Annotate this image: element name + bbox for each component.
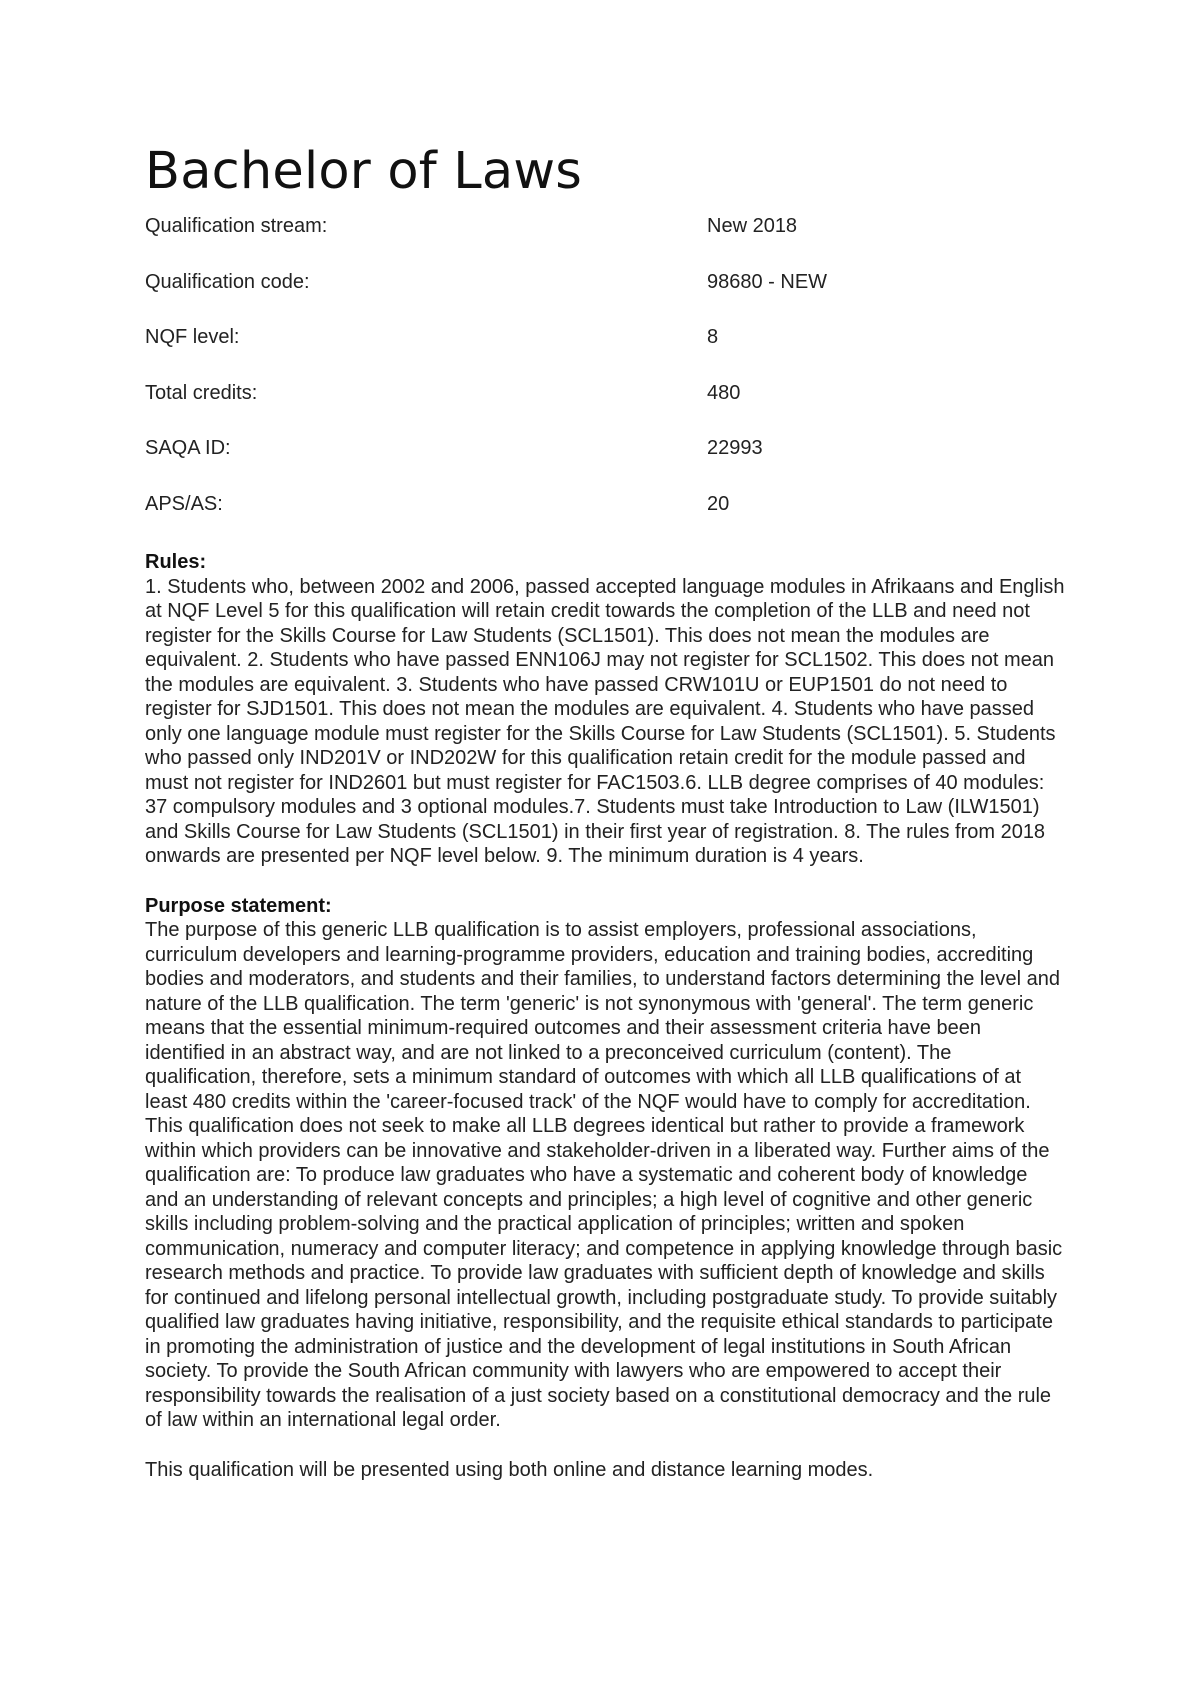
qualification-info-table <box>145 214 1065 547</box>
info-label: APS/AS: <box>145 492 223 515</box>
purpose-section <box>145 894 1065 1433</box>
info-value: 22993 <box>707 437 763 459</box>
info-label: SAQA ID: <box>145 437 231 459</box>
info-value: 20 <box>707 492 730 515</box>
info-label: NQF level: <box>145 326 240 348</box>
info-value: 480 <box>707 381 741 404</box>
rules-section <box>145 550 1065 869</box>
info-row-saqa-id <box>145 436 1065 492</box>
info-label: Total credits: <box>145 381 258 404</box>
document-page <box>145 140 1065 1482</box>
info-value: 8 <box>707 326 719 348</box>
info-row-total-credits <box>145 381 1065 437</box>
purpose-heading: Purpose statement: <box>145 894 332 917</box>
info-value: New 2018 <box>707 215 798 237</box>
purpose-text: The purpose of this generic LLB qualification is to assist employers, professional associations, curriculum developers and learning-programme providers, education and training bodies, accrediting bodies and moderators, and students and their families, to understand factors determining the level and nature of the LLB qualification. The term 'generic' is not synonymous with 'general'. The term generic means that the essential minimum-required outcomes and their assessment criteria have been identified in an abstract way, and are not linked to a preconceived curriculum (content). The qualification, therefore, sets a minimum standard of outcomes with which all LLB qualifications of at least 480 credits within the 'career-focused track' of the NQF would have to comply for accreditation. This qualification does not seek to make all LLB degrees identical but rather to provide a framework within which providers can be innovative and stakeholder-driven in a liberated way. Further aims of the qualification are: To produce law graduates who have a systematic and coherent body of knowledge and an understanding of relevant concepts and principles; a high level of cognitive and other generic skills including problem-solving and the practical application of principles; written and spoken communication, numeracy and computer literacy; and competence in applying knowledge through basic research methods and practice. To provide law graduates with sufficient depth of knowledge and skills for continued and lifelong personal intellectual growth, including postgraduate study. To provide suitably qualified law graduates having initiative, responsibility, and the requisite ethical standards to participate in promoting the administration of justice and the development of legal institutions in South African society. To provide the South African community with lawyers who are empowered to accept their responsibility towards the realisation of a just society based on a constitutional democracy and the rule of law within an international legal order. <box>145 919 1063 1431</box>
info-label: Qualification stream: <box>145 215 328 237</box>
page-title: Bachelor of Laws <box>145 142 583 201</box>
info-row-aps <box>145 492 1065 548</box>
rules-text: 1. Students who, between 2002 and 2006, passed accepted language modules in Afrikaans and English at NQF Level 5 for this qualification will retain credit towards the completion of the LLB and need not register for the Skills Course for Law Students (SCL1501). This does not mean the modules are equivalent. 2. Students who have passed ENN106J may not register for SCL1502. This does not mean the modules are equivalent. 3. Students who have passed CRW101U or EUP1501 do not need to register for SJD1501. This does not mean the modules are equivalent. 4. Students who have passed only one language module must register for the Skills Course for Law Students (SCL1501). 5. Students who passed only IND201V or IND202W for this qualification retain credit for the module passed and must not register for IND2601 but must register for FAC1503.6. LLB degree comprises of 40 modules: 37 compulsory modules and 3 optional modules.7. Students must take Introduction to Law (ILW1501) and Skills Course for Law Students (SCL1501) in their first year of registration. 8. The rules from 2018 onwards are presented per NQF level below. 9. The minimum duration is 4 years. <box>145 575 1065 867</box>
info-label: Qualification code: <box>145 270 310 293</box>
info-row-nqf-level <box>145 325 1065 381</box>
info-value: 98680 - NEW <box>707 270 828 293</box>
info-row-stream <box>145 214 1065 270</box>
info-row-code <box>145 270 1065 326</box>
closing-statement: This qualification will be presented using both online and distance learning modes. <box>145 1458 874 1481</box>
rules-heading: Rules: <box>145 551 207 573</box>
